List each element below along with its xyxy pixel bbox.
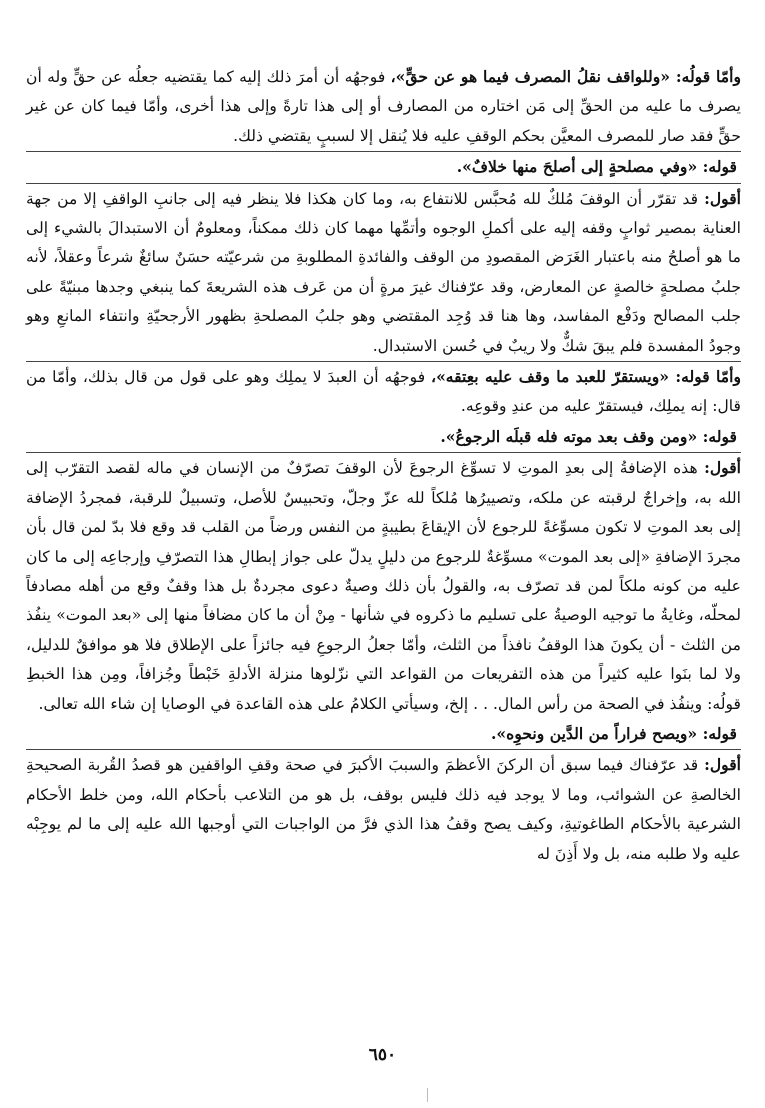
paragraph-lead: قوله: «وفي مصلحةٍ إلى أصلحَ منها خلافٌ».	[456, 157, 737, 177]
paragraph-lead: قوله: «ومن وقف بعد موته فله قبلَه الرجوعُ».	[440, 426, 737, 446]
paragraph-lead: قوله: «ويصح فراراً من الدَّين ونحوِه».	[490, 723, 737, 743]
paragraph-waqif-transfer	[26, 62, 741, 151]
paragraph-lead: أقول:	[704, 458, 741, 478]
heading-maslaha	[26, 151, 741, 182]
paragraph-body: هذه الإضافةُ إلى بعدِ الموتِ لا تسوِّغ الرجوعَ لأن الوقفَ تصرّفٌ من الإنسان في ماله لقصد التقرّب إلى الله به، وإخراجٌ لرقبته عن ملكه، وتصييرُها مُلكاً لله عزّ وجلّ، وتحبيسٌ للأصل، وتسبيلٌ للرقبة، فمجردُ الإضافة إلى بعد الموتِ لا تكون مسوِّغةً للرجوع لأن الإيقاعَ بطيبةٍ من النفس ورضاً من القلب قد وقع فلا بدّ لمن قال بأن مجردَ الإضافةِ «إلى بعد الموت» مسوِّغةٌ للرجوع من دليلٍ يدلّ على جواز إبطالِ هذا التصرّفِ وإرجاعِه إلى ما كان عليه من كونه ملكاً لمن قد تصرّف به، والقولُ بأن ذلك وصيةٌ دعوى مجردةٌ بل هذا وقفٌ وقع من أهله مصادفاً لمحلّه، وغايةُ ما توجيه الوصيةُ على تسليم ما ذكروه في شأنها - مِنْ أن ما كان مضافاً منها إلى «بعد الموت» ينفُذ من الثلث - أن يكونَ هذا الوقفُ نافذاً من الثلث، وأمّا جعلُ الرجوعِ فيه جائزاً على الإطلاق فلا هو موافقٌ للدليل، ولا لما بنَوا عليه كثيراً من هذه التفريعات من القواعد التي نزّلوها منزلة الأدلةِ خَبْطاً وجُزافاً، ومِن هذا الخبطِ قولُه: وينفُذ في الصحة من رأس المال. . . إلخ، وسيأتي الكلامُ على هذه القاعدة في الوصايا إن شاء الله تعالى.	[26, 459, 741, 713]
main-text	[26, 62, 741, 869]
paragraph-idafa	[26, 452, 741, 719]
scan-mark	[427, 1088, 428, 1102]
heading-ruju	[26, 422, 741, 452]
paragraph-lead: أقول:	[704, 188, 741, 208]
paragraph-lead: أقول:	[704, 755, 741, 775]
paragraph-abd	[26, 361, 741, 422]
paragraph-body: فوجهُه أن العبدَ لا يملِك وهو على قول من قال بذلك، وأمّا من قال: إنه يملِك، فيستقرّ عليه من عندِ وقوعِه.	[26, 368, 741, 416]
paragraph-lead: وأمّا قولُه: «وللواقف نقلُ المصرف فيما هو عن حقٍّ»،	[390, 67, 741, 86]
paragraph-body: فوجهُه أن أمرَ ذلك إليه كما يقتضيه جعلُه عن حقٍّ وله أن يصرف ما عليه من الحقِّ إلى مَن اختاره من المصارف أو إلى هذا تارةً وإلى هذا أخرى، وأمّا فيما كان عن غير حقٍّ فقد صار للمصرف المعيَّن بحكم الوقفِ عليه فلا يُنقل إلا لسببٍ يقتضي ذلك.	[26, 68, 741, 145]
paragraph-body: قد عرّفناك فيما سبق أن الركنَ الأعظمَ والسببَ الأكبرَ في صحة وقفِ الواقفين هو قصدُ القُربة الصحيحةِ الخالصةِ عن الشوائب، وما لا يوجد فيه ذلك فليس بوقف، بل هو من التلاعب بأحكام الله، ومن خلط الأحكام الشرعية بالأحكام الطاغوتيةِ، وكيف يصح وقفُ هذا الذي فرَّ من الواجبات التي أوجبها الله عليه إلى ما لم يوجِبْه عليه ولا طلبه منه، بل ولا أَذِنَ له	[26, 756, 741, 863]
heading-dayn	[26, 719, 741, 749]
paragraph-body: قد تقرّر أن الوقفَ مُلكٌ لله مُحبَّس للانتفاع به، وما كان هكذا فلا ينظر فيه إلى جانبِ الواقفِ إلا من جهة العناية بمصير ثوابٍ وقفه إليه على أكملِ الوجوه وأتمِّها مهما كان ذلك ممكناً، ومعلومٌ أن الاستبدالَ بالشيء إلى ما هو أصلحُ منه باعتبار الغَرَض المقصودِ من الوقف والفائدةِ المطلوبةِ من شرعيّته حسَنٌ سائغٌ شرعاً وعقلاً، لأنه جلبُ مصلحةٍ خالصةٍ عن المعارض، وقد عرّفناك غيرَ مرةٍ أن من عَرف هذه الشريعةَ كما ينبغي وجدها مبنيّةً على جلب المصالح ودَفْع المفاسد، وها هنا قد وُجِد المقتضي وهو جلبُ المصلحةِ بظهور الأرجحيّةِ وانتفاء المانعِ وهو وجودُ المفسدة فلم يبقَ شكٌّ ولا ريبٌ في حُسن الاستبدال.	[26, 189, 741, 355]
paragraph-lead: وأمّا قوله: «ويستقرّ للعبد ما وقف عليه بعِتقه»،	[431, 367, 742, 387]
page-number: ٦٥٠	[368, 1045, 397, 1065]
paragraph-qurba	[26, 749, 741, 869]
paragraph-istibdal	[26, 183, 741, 361]
